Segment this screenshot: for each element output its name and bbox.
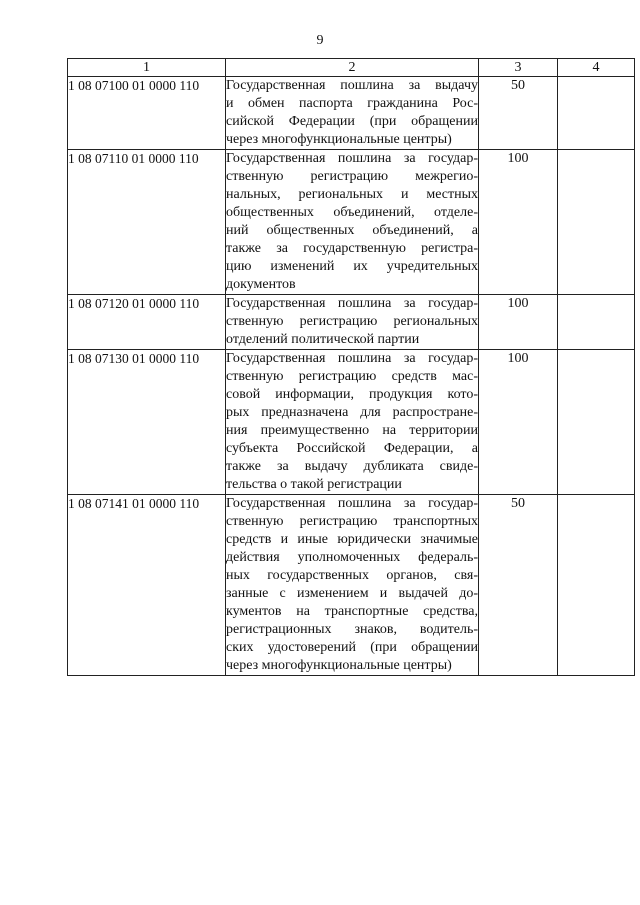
table-header-row [68, 59, 635, 77]
description-line: также за государственную регистра- [226, 241, 478, 256]
budget-code-cell: 1 08 07130 01 0000 110 [68, 350, 226, 495]
description-line: сийской Федерации (при обращении [226, 114, 478, 129]
amount-cell: 50 [479, 495, 558, 676]
description-line: ных государственных органов, свя- [226, 568, 478, 583]
description-line: цию изменений их учредительных [226, 259, 478, 274]
description-line: Государственная пошлина за государ- [226, 351, 478, 366]
description-line: через многофункциональные центры) [226, 658, 452, 673]
description-cell [226, 495, 479, 676]
description-cell [226, 350, 479, 495]
table-row [68, 77, 635, 150]
description-line: Государственная пошлина за государ- [226, 296, 478, 311]
description-line: действия уполномоченных федераль- [226, 550, 478, 565]
amount-cell: 100 [479, 150, 558, 295]
amount-cell: 100 [479, 295, 558, 350]
description-line: совой информации, продукция кото- [226, 387, 478, 402]
column-header-2: 2 [226, 59, 479, 77]
description-line: документов [226, 277, 296, 292]
description-line: кументов на транспортные средства, [226, 604, 478, 619]
description-line: и обмен паспорта гражданина Рос- [226, 96, 478, 111]
column-4-cell [558, 350, 635, 495]
description-line: рых предназначена для распростране- [226, 405, 478, 420]
budget-code-cell: 1 08 07100 01 0000 110 [68, 77, 226, 150]
description-line: ний общественных объединений, а [226, 223, 478, 238]
table-body [68, 77, 635, 676]
description-line: средств и иные юридически значимые [226, 532, 478, 547]
description-line: ственную регистрацию региональных [226, 314, 478, 329]
description-line: ственную регистрацию транспортных [226, 514, 478, 529]
fee-table [67, 58, 635, 676]
column-4-cell [558, 495, 635, 676]
table-row [68, 350, 635, 495]
column-header-3: 3 [479, 59, 558, 77]
description-line: ских удостоверений (при обращении [226, 640, 478, 655]
description-line: Государственная пошлина за государ- [226, 151, 478, 166]
description-line: тельства о такой регистрации [226, 477, 402, 492]
column-4-cell [558, 295, 635, 350]
description-line: через многофункциональные центры) [226, 132, 452, 147]
table-row [68, 495, 635, 676]
budget-code-cell: 1 08 07141 01 0000 110 [68, 495, 226, 676]
column-4-cell [558, 150, 635, 295]
table-row [68, 295, 635, 350]
amount-cell: 100 [479, 350, 558, 495]
budget-code-cell: 1 08 07110 01 0000 110 [68, 150, 226, 295]
description-line: нальных, региональных и местных [226, 187, 478, 202]
column-header-4: 4 [558, 59, 635, 77]
page-number: 9 [316, 33, 324, 48]
description-cell [226, 295, 479, 350]
description-line: отделений политической партии [226, 332, 420, 347]
table-row [68, 150, 635, 295]
description-line: субъекта Российской Федерации, а [226, 441, 478, 456]
column-4-cell [558, 77, 635, 150]
description-line: ственную регистрацию средств мас- [226, 369, 478, 384]
description-cell [226, 77, 479, 150]
description-line: Государственная пошлина за государ- [226, 496, 478, 511]
description-line: занные с изменением и выдачей до- [226, 586, 478, 601]
amount-cell: 50 [479, 77, 558, 150]
description-line: также за выдачу дубликата свиде- [226, 459, 478, 474]
description-line: ния преимущественно на территории [226, 423, 478, 438]
description-cell [226, 150, 479, 295]
description-line: ственную регистрацию межрегио- [226, 169, 478, 184]
description-line: общественных объединений, отделе- [226, 205, 478, 220]
column-header-1: 1 [68, 59, 226, 77]
description-line: регистрационных знаков, водитель- [226, 622, 478, 637]
budget-code-cell: 1 08 07120 01 0000 110 [68, 295, 226, 350]
description-line: Государственная пошлина за выдачу [226, 78, 478, 93]
